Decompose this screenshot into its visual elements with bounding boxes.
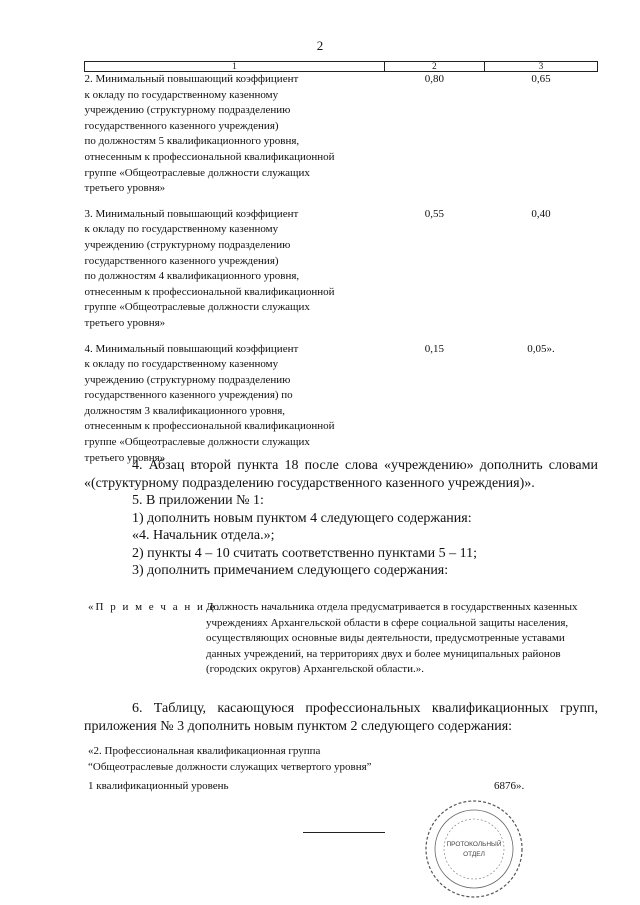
text-line: третьего уровня» — [84, 451, 166, 464]
row-value-col2: 0,15 — [424, 342, 444, 355]
table-header-row — [85, 62, 598, 72]
text-line: отнесенным к профессиональной квалификационной — [84, 285, 335, 298]
text-line: 2. Минимальный повышающий коэффициент — [84, 73, 299, 85]
text-line: к окладу по государственному казенному — [84, 223, 279, 236]
stamp-seal-icon — [423, 798, 525, 900]
text-line: группе «Общеотраслевые должности служащих — [84, 436, 310, 449]
paragraph-5-item-2: 2) пункты 4 – 10 считать соответственно пунктами 5 – 11; — [132, 545, 477, 561]
qualification-level-row — [88, 780, 548, 792]
row-value-col2: 0,80 — [424, 73, 444, 85]
amendments-block — [84, 457, 598, 580]
text-line: учреждению (структурному подразделению — [84, 238, 291, 251]
row-value-col3: 0,40 — [531, 207, 551, 220]
note-text: Должность начальника отдела предусматривается в государственных казенных учреждениях Архангельской области в сфере социальной защиты населения, осуществляющих основные виды деятельности, предусмотренные уставами данных учреждений, на территориях двух и более муниципальных районов (городских округов) Архангельской области.». — [206, 601, 578, 675]
text-line: отнесенным к профессиональной квалификационной — [84, 420, 335, 433]
text-line: группе «Общеотраслевые должности служащих — [84, 301, 310, 314]
text-line: 4. Минимальный повышающий коэффициент — [84, 342, 299, 355]
level-label: 1 квалификационный уровень — [88, 780, 229, 792]
row-text — [85, 207, 385, 332]
text-line: государственного казенного учреждения) по — [84, 389, 293, 402]
text-line: отнесенным к профессиональной квалификационной — [84, 150, 335, 163]
row-value-col3: 0,65 — [531, 73, 551, 85]
group-title: «2. Профессиональная квалификационная группа — [88, 745, 321, 757]
table-header-cell: 3 — [484, 62, 597, 72]
row-value-col2: 0,55 — [424, 207, 444, 220]
row-text — [85, 72, 385, 197]
svg-text:ПРОТОКОЛЬНЫЙ: ПРОТОКОЛЬНЫЙ — [446, 841, 502, 848]
paragraph-5-item-3: 3) дополнить примечанием следующего содержания: — [132, 563, 449, 578]
text-line: государственного казенного учреждения) — [84, 254, 279, 267]
note-label: «П р и м е ч а н и е. — [88, 601, 222, 613]
table-row — [85, 342, 598, 467]
text-line: к окладу по государственному казенному — [84, 88, 279, 101]
text-line: учреждению (структурному подразделению — [84, 373, 291, 386]
text-line: должностям 3 квалификационного уровня, — [84, 404, 286, 417]
table-header-cell: 2 — [384, 62, 484, 72]
table-header-cell: 1 — [85, 62, 385, 72]
svg-text:ОТДЕЛ: ОТДЕЛ — [463, 851, 485, 858]
paragraph-5-quote: «4. Начальник отдела.»; — [132, 528, 275, 543]
text-line: группе «Общеотраслевые должности служащих — [84, 166, 310, 179]
text-line: третьего уровня» — [84, 316, 166, 329]
text-line: учреждению (структурному подразделению — [84, 104, 291, 117]
text-line: по должностям 5 квалификационного уровня, — [84, 135, 300, 148]
paragraph-4: 4. Абзац второй пункта 18 после слова «учреждению» дополнить словами «(структурному подразделению государственного казенного учреждения)». — [84, 458, 598, 491]
page-number: 2 — [316, 38, 324, 53]
paragraph-6: 6. Таблицу, касающуюся профессиональных квалификационных групп, приложения № 3 дополнить новым пунктом 2 следующего содержания: — [84, 701, 598, 734]
row-text — [85, 342, 385, 467]
table-row — [85, 207, 598, 332]
text-line: 3. Минимальный повышающий коэффициент — [84, 207, 299, 220]
table-row — [85, 72, 598, 197]
closing-rule — [303, 832, 385, 833]
text-line: третьего уровня» — [84, 182, 166, 195]
group-name: “Общеотраслевые должности служащих четвертого уровня” — [88, 760, 372, 773]
qualification-group — [88, 744, 558, 775]
text-line: к окладу по государственному казенному — [84, 358, 279, 371]
coefficients-table — [84, 61, 598, 466]
level-amount: 6876». — [494, 780, 525, 792]
paragraph-5: 5. В приложении № 1: — [132, 493, 264, 508]
text-line: по должностям 4 квалификационного уровня, — [84, 270, 300, 283]
paragraph-5-item-1: 1) дополнить новым пунктом 4 следующего содержания: — [132, 510, 472, 526]
paragraph-6-block — [84, 700, 598, 735]
text-line: государственного казенного учреждения) — [84, 119, 279, 132]
row-value-col3: 0,05». — [527, 342, 555, 355]
